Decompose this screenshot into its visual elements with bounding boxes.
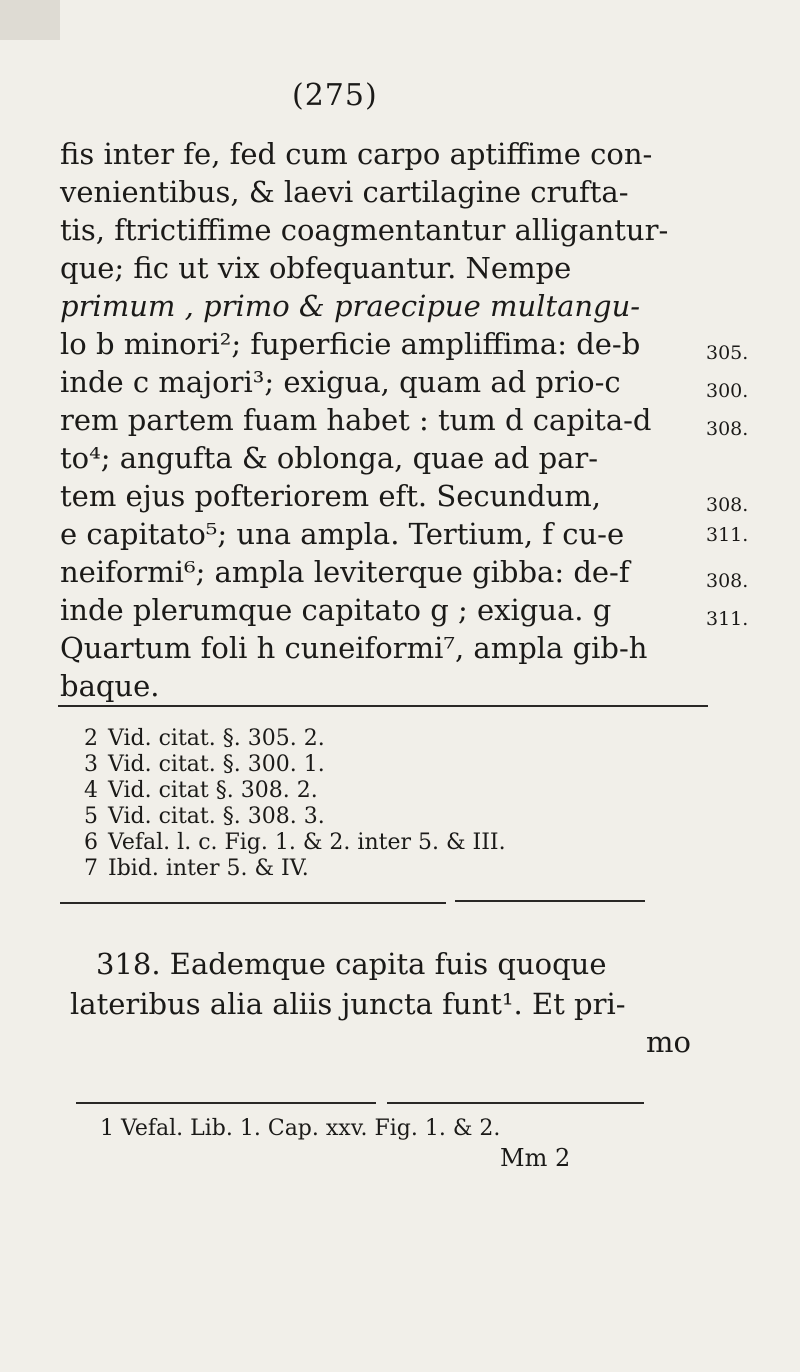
footnote-rule [76, 1102, 376, 1104]
margin-note: 308. [706, 418, 749, 440]
text-line: neiformi⁶; ampla leviterque gibba: de-f [60, 555, 630, 589]
footnote-text: Vid. citat. §. 305. 2. [108, 726, 325, 751]
text-line: inde c majori³; exigua, quam ad prio-c [60, 365, 621, 399]
text-line: baque. [60, 669, 160, 703]
footnote [84, 832, 506, 854]
text-line: inde plerumque capitato g ; exigua. g [60, 593, 612, 627]
margin-note: 311. [706, 608, 749, 630]
text-line: primum , primo & praecipue multangu- [60, 289, 641, 323]
margin-note: 308. [706, 494, 749, 516]
footnote-end-rule [455, 900, 645, 902]
footnote [84, 754, 325, 776]
footnote-rule [387, 1102, 644, 1104]
footnote-number: 6 [84, 830, 98, 855]
footnote-number: 5 [84, 804, 98, 829]
footnote [84, 728, 325, 750]
text-line: e capitato⁵; una ampla. Tertium, f cu-e [60, 517, 625, 551]
footnote [84, 780, 318, 802]
footnote-text: Vefal. l. c. Fig. 1. & 2. inter 5. & III. [108, 830, 506, 855]
text-line: que; fic ut vix obfequantur. Nempe [60, 251, 572, 285]
footnote-text: Vid. citat. §. 308. 3. [108, 804, 325, 829]
text-line: fis inter fe, fed cum carpo aptiffime con- [60, 137, 653, 171]
paragraph-line: lateribus alia aliis juncta funt¹. Et pri- [70, 987, 626, 1021]
text-line: venientibus, & laevi cartilagine crufta- [60, 175, 629, 209]
text-line: Quartum foli h cuneiformi⁷, ampla gib-h [60, 631, 648, 665]
text-line: rem partem fuam habet : tum d capita-d [60, 403, 652, 437]
page-corner-stain [0, 0, 60, 40]
text-line: to⁴; angufta & oblonga, quae ad par- [60, 441, 599, 475]
footnote-number: 3 [84, 752, 98, 777]
signature-mark: Mm 2 [500, 1144, 571, 1172]
margin-note: 300. [706, 380, 749, 402]
footnote [84, 806, 325, 828]
text-line: lo b minori²; fuperficie ampliffima: de-b [60, 327, 641, 361]
page-number: (275) [292, 78, 378, 113]
catchword: mo [646, 1025, 691, 1059]
footnote: 1 Vefal. Lib. 1. Cap. xxv. Fig. 1. & 2. [100, 1116, 501, 1141]
paragraph-line: 318. Eademque capita fuis quoque [96, 947, 607, 981]
footnote-text: Vid. citat. §. 300. 1. [108, 752, 325, 777]
text-line: tem ejus pofteriorem eft. Secundum, [60, 479, 601, 513]
footnote-end-rule [60, 902, 446, 904]
footnote-text: Vid. citat §. 308. 2. [108, 778, 318, 803]
footnote-rule [58, 705, 708, 707]
footnote-number: 7 [84, 856, 98, 881]
footnote-number: 4 [84, 778, 98, 803]
margin-note: 305. [706, 342, 749, 364]
footnote-number: 2 [84, 726, 98, 751]
text-line: tis, ftrictiffime coagmentantur alligantur- [60, 213, 669, 247]
footnote [84, 858, 309, 880]
margin-note: 311. [706, 524, 749, 546]
footnote-text: Ibid. inter 5. & IV. [108, 856, 309, 881]
margin-note: 308. [706, 570, 749, 592]
